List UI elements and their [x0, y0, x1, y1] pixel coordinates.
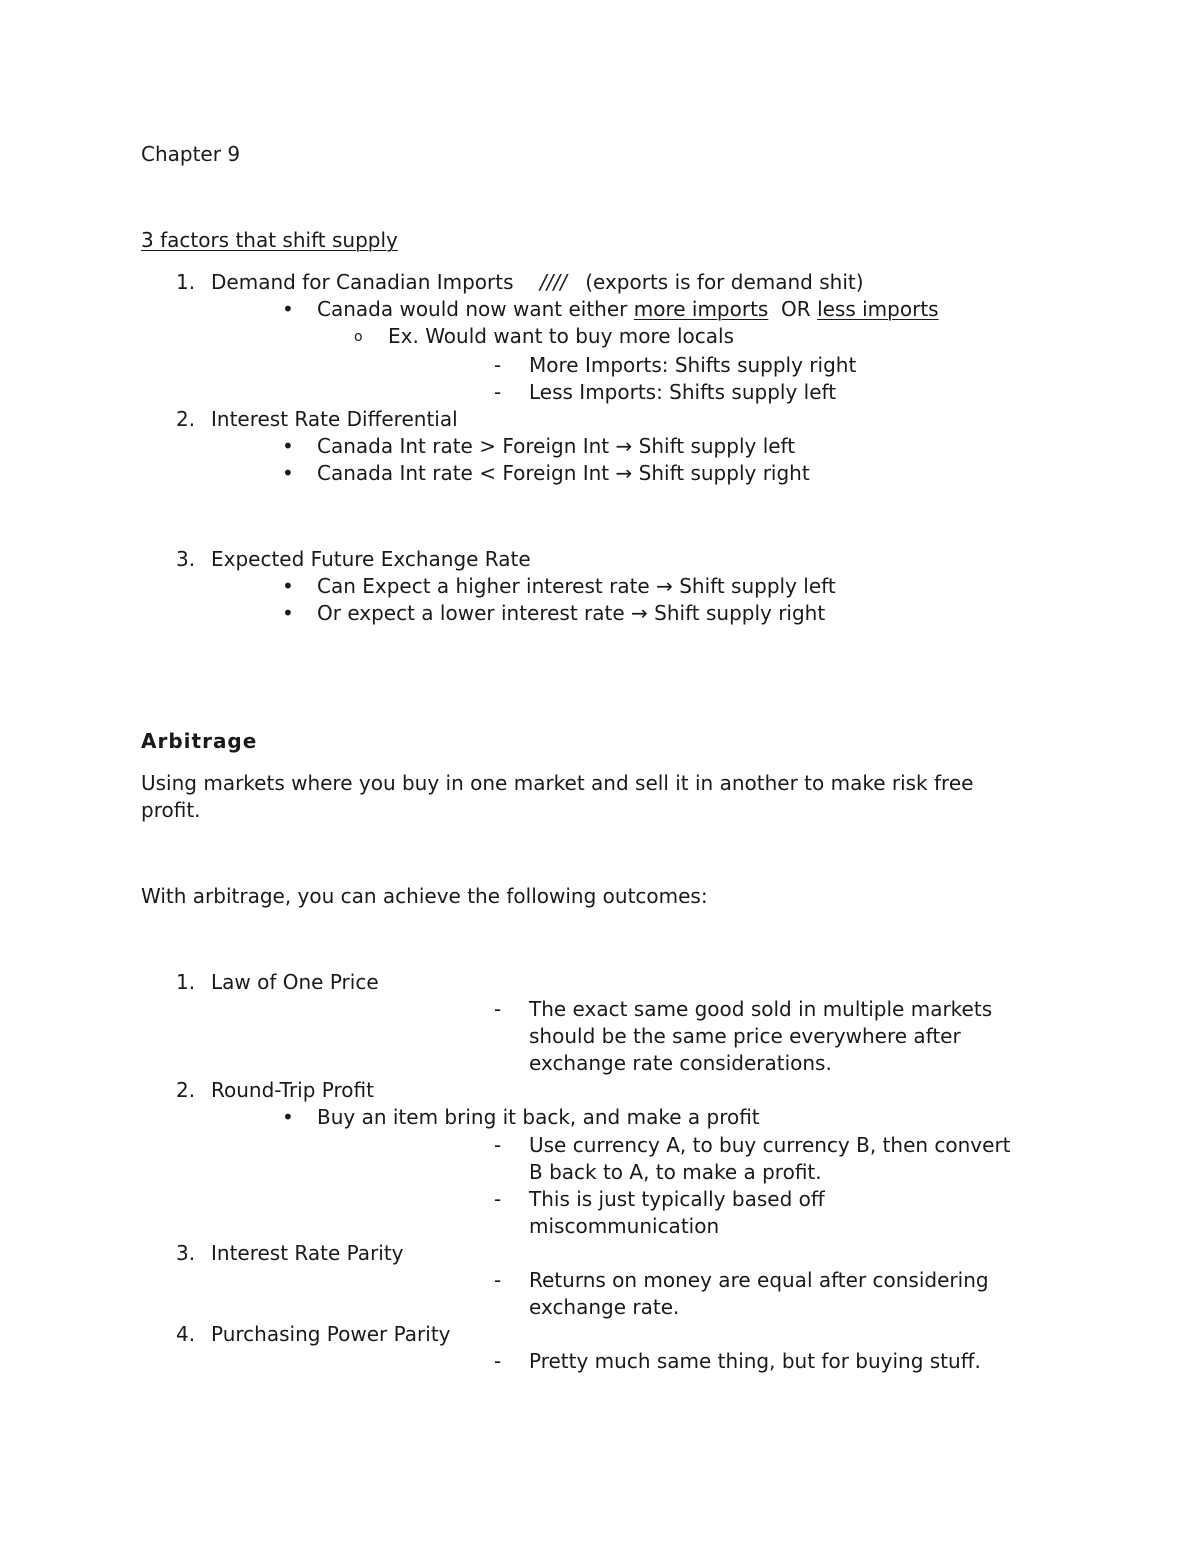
bullet-text — [317, 436, 795, 456]
dash-text: Less Imports: Shifts supply left — [529, 380, 837, 404]
list-number: 1. — [176, 970, 196, 994]
dash-text: Returns on money are equal after considering — [529, 1268, 989, 1292]
bullet-marker: • — [282, 461, 294, 485]
dash-text: exchange rate. — [529, 1295, 680, 1319]
dash-marker: - — [494, 1133, 502, 1157]
underlined-text: less imports — [817, 297, 939, 321]
bullet-text-part: Canada would now want either — [317, 297, 634, 321]
bullet-text-part: Or expect a lower interest rate — [317, 601, 625, 625]
definition-line: profit. — [141, 798, 201, 822]
dash-marker: - — [494, 1349, 502, 1373]
bullet-text — [317, 299, 939, 319]
bullet-marker: • — [282, 574, 294, 598]
arrow-icon: → — [615, 434, 633, 458]
bullet-text — [317, 463, 810, 483]
dash-text: This is just typically based off — [529, 1187, 825, 1211]
bullet-text: Buy an item bring it back, and make a profit — [317, 1105, 760, 1129]
page-title: Chapter 9 — [141, 142, 241, 166]
intro-text: With arbitrage, you can achieve the following outcomes: — [141, 884, 708, 908]
bullet-text-part: Shift supply right — [638, 461, 810, 485]
bullet-text — [317, 603, 825, 623]
sub-bullet-marker: o — [354, 329, 363, 345]
bullet-text-part: Canada Int rate < Foreign Int — [317, 461, 610, 485]
dash-marker: - — [494, 997, 502, 1021]
bullet-text-part: Can Expect a higher interest rate — [317, 574, 650, 598]
list-item-label — [211, 272, 864, 292]
list-item-text: Expected Future Exchange Rate — [211, 547, 531, 571]
bullet-text-part: Canada Int rate > Foreign Int — [317, 434, 610, 458]
dash-text: Pretty much same thing, but for buying stuff. — [529, 1349, 981, 1373]
dash-marker: - — [494, 1268, 502, 1292]
bullet-marker: • — [282, 601, 294, 625]
supply-heading: 3 factors that shift supply — [141, 228, 398, 252]
underlined-text: more imports — [633, 297, 769, 321]
list-item-text: Law of One Price — [211, 970, 379, 994]
slash-marks: //// — [539, 270, 567, 294]
definition-line: Using markets where you buy in one market and sell it in another to make risk free — [141, 771, 974, 795]
list-number: 2. — [176, 407, 196, 431]
dash-marker: - — [494, 353, 502, 377]
dash-text: should be the same price everywhere after — [529, 1024, 961, 1048]
arrow-icon: → — [656, 574, 673, 598]
bullet-text — [317, 576, 836, 596]
list-number: 3. — [176, 1241, 196, 1265]
arrow-icon: → — [615, 461, 633, 485]
list-item-text: Purchasing Power Parity — [211, 1322, 451, 1346]
bullet-marker: • — [282, 297, 294, 321]
bullet-marker: • — [282, 1105, 294, 1129]
arbitrage-heading: Arbitrage — [141, 729, 258, 753]
dash-text: B back to A, to make a profit. — [529, 1160, 822, 1184]
dash-text: More Imports: Shifts supply right — [529, 353, 857, 377]
bullet-text-part: Shift supply right — [654, 601, 826, 625]
list-number: 2. — [176, 1078, 196, 1102]
dash-text: The exact same good sold in multiple markets — [529, 997, 993, 1021]
dash-text: miscommunication — [529, 1214, 720, 1238]
bullet-text-part: Shift supply left — [638, 434, 796, 458]
arrow-icon: → — [631, 601, 648, 625]
bullet-text-part: Shift supply left — [679, 574, 836, 598]
list-item-text: Round-Trip Profit — [211, 1078, 374, 1102]
dash-marker: - — [494, 380, 502, 404]
dash-text: Use currency A, to buy currency B, then convert — [529, 1133, 1011, 1157]
list-item-text: Interest Rate Differential — [211, 407, 458, 431]
list-item-text: Demand for Canadian Imports — [211, 270, 514, 294]
list-number: 3. — [176, 547, 196, 571]
list-number: 4. — [176, 1322, 196, 1346]
note-text: (exports is for demand shit) — [585, 270, 864, 294]
dash-text: exchange rate considerations. — [529, 1051, 832, 1075]
bullet-marker: • — [282, 434, 294, 458]
list-number: 1. — [176, 270, 196, 294]
dash-marker: - — [494, 1187, 502, 1211]
bullet-text-part: OR — [768, 297, 818, 321]
list-item-text: Interest Rate Parity — [211, 1241, 404, 1265]
sub-bullet-text: Ex. Would want to buy more locals — [388, 324, 734, 348]
